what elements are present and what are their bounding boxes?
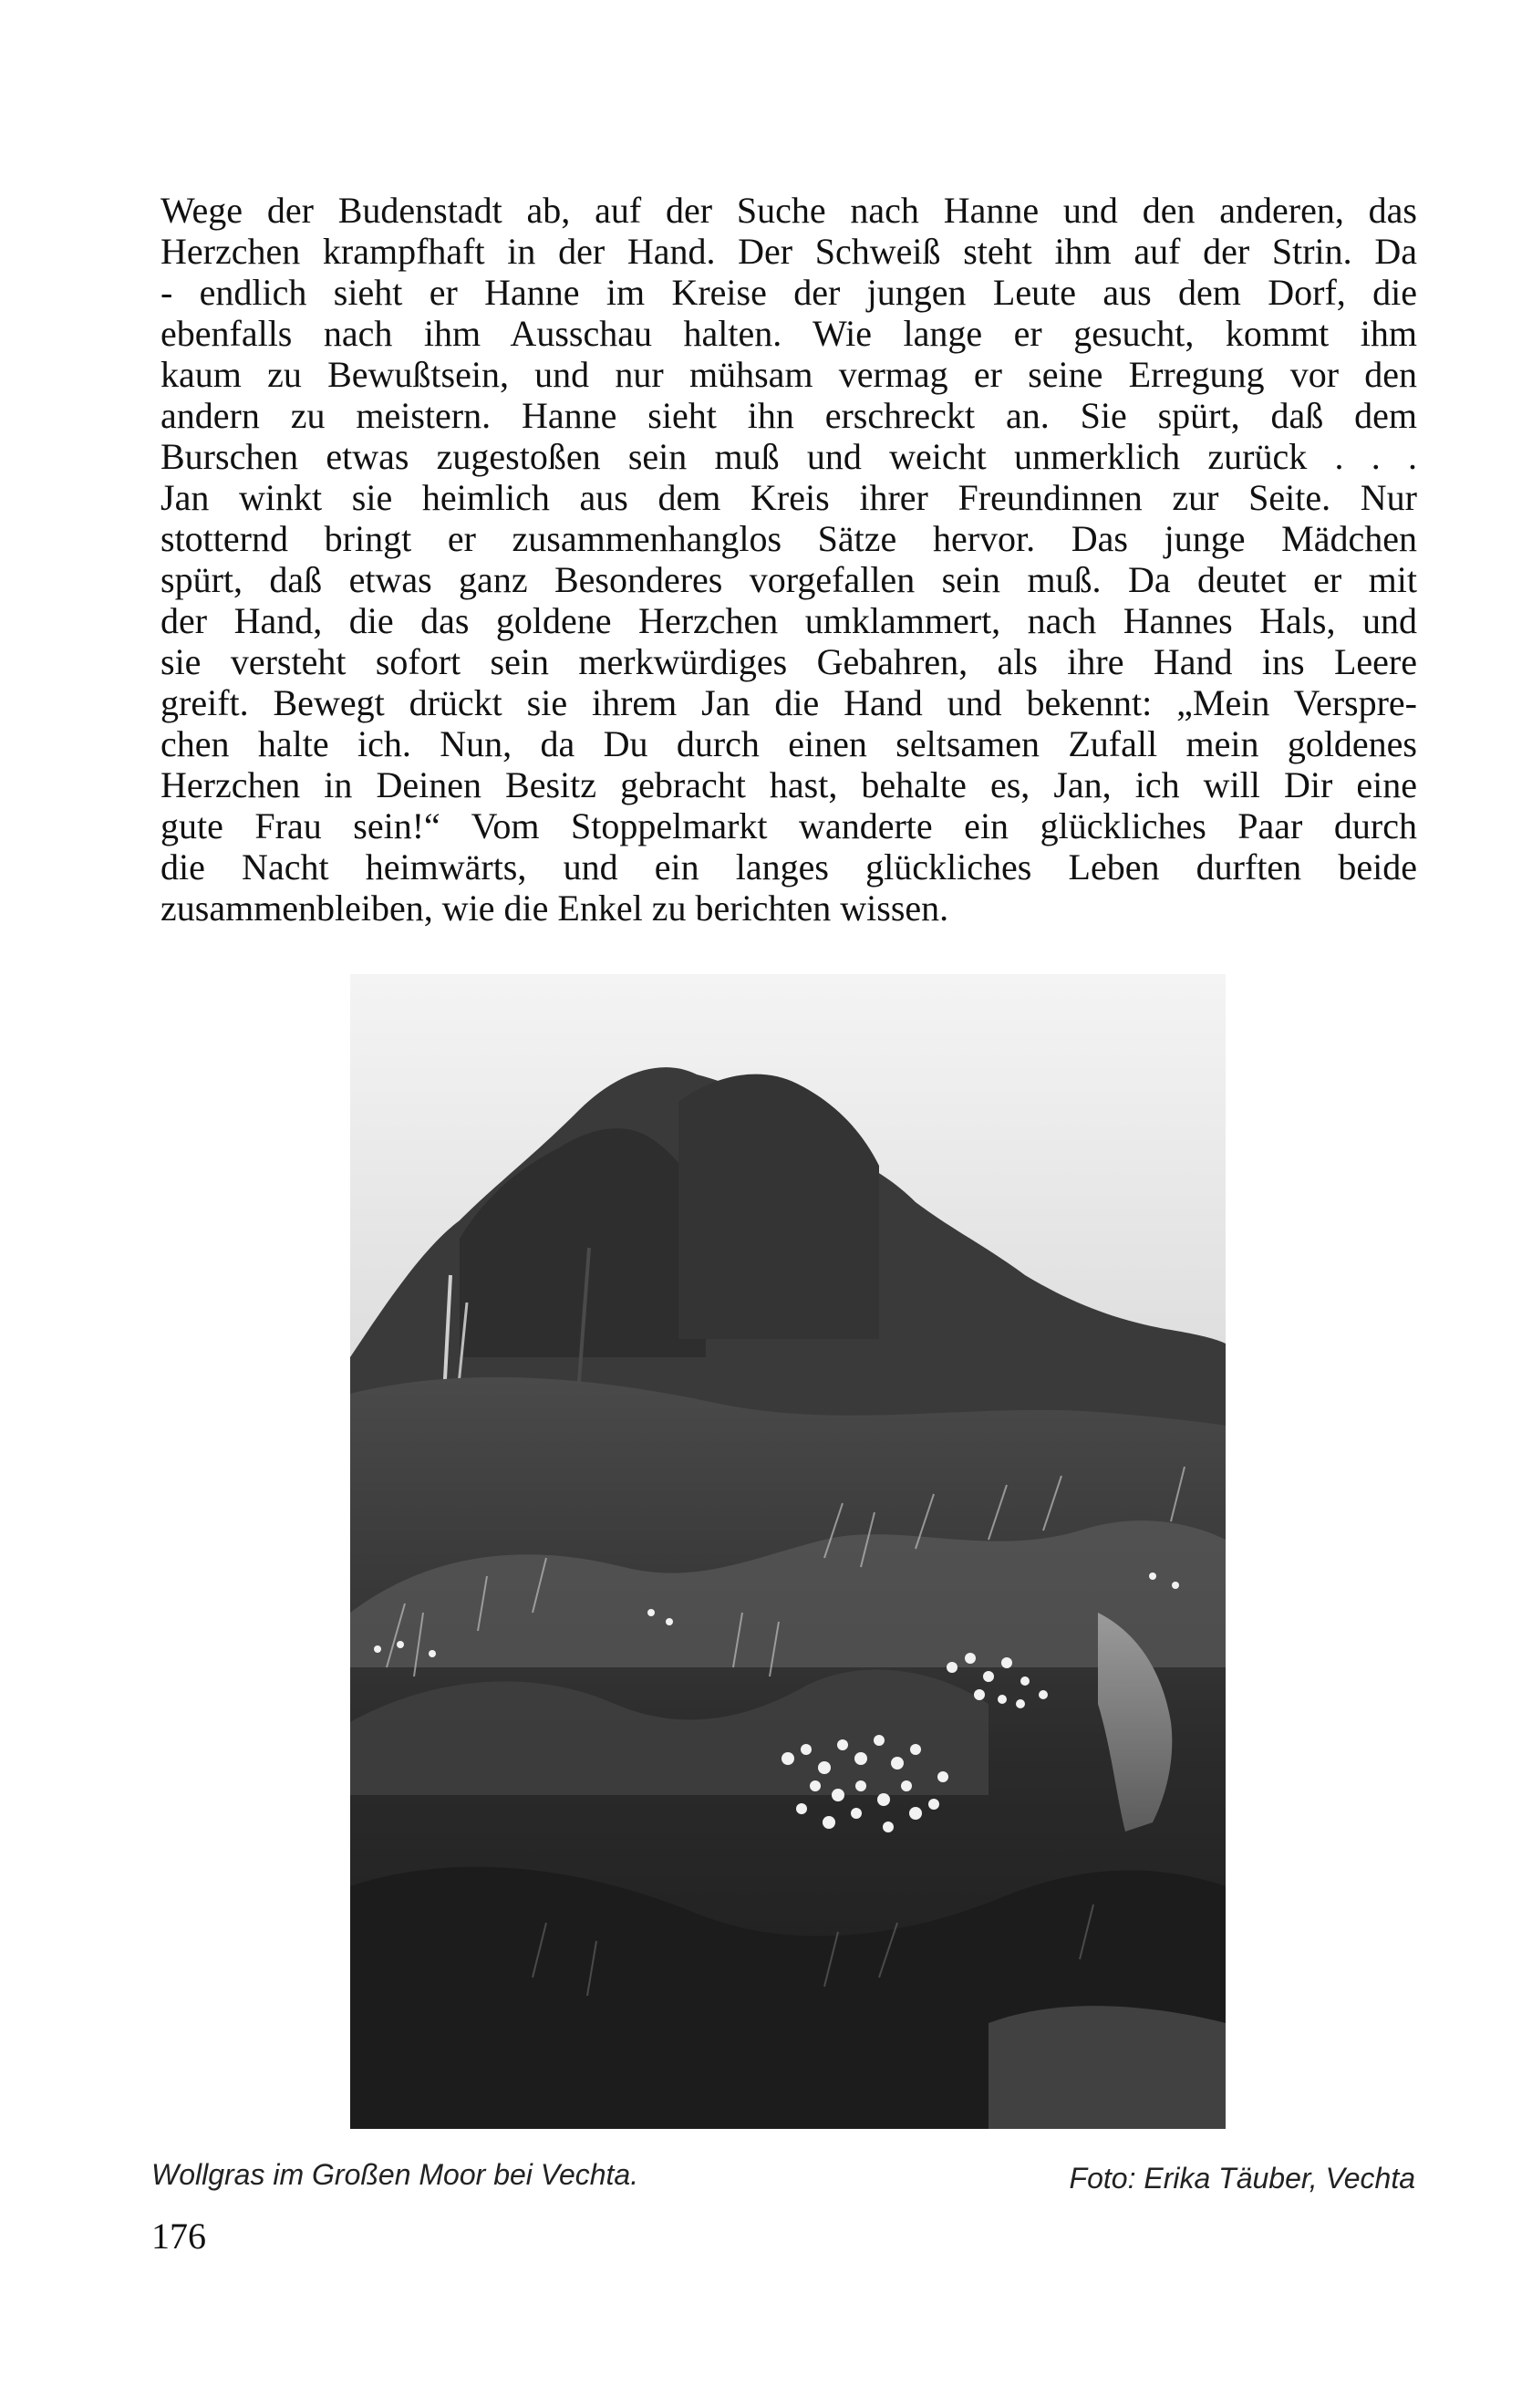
body-line: die Nacht heimwärts, und ein langes glückliches Leben durften beide <box>160 846 1417 887</box>
moor-photo-image <box>350 974 1226 2129</box>
body-line: spürt, daß etwas ganz Besonderes vorgefallen sein muß. Da deutet er mit <box>160 559 1417 600</box>
body-line: Jan winkt sie heimlich aus dem Kreis ihrer Freundinnen zur Seite. Nur <box>160 477 1417 518</box>
photo-caption: Wollgras im Großen Moor bei Vechta. <box>151 2158 639 2191</box>
moor-photo <box>350 974 1226 2129</box>
body-line: sie versteht sofort sein merkwürdiges Gebahren, als ihre Hand ins Leere <box>160 641 1417 682</box>
body-line: stotternd bringt er zusammenhanglos Sätze hervor. Das junge Mädchen <box>160 518 1417 559</box>
body-line: zusammenbleiben, wie die Enkel zu berichten wissen. <box>160 887 949 929</box>
body-line: der Hand, die das goldene Herzchen umklammert, nach Hannes Hals, und <box>160 600 1417 641</box>
body-line: Herzchen krampfhaft in der Hand. Der Schweiß steht ihm auf der Strin. Da <box>160 231 1417 272</box>
body-text <box>160 190 1417 929</box>
page-number: 176 <box>151 2216 206 2257</box>
body-line: Herzchen in Deinen Besitz gebracht hast, behalte es, Jan, ich will Dir eine <box>160 764 1417 805</box>
body-line: Wege der Budenstadt ab, auf der Suche nach Hanne und den anderen, das <box>160 190 1417 231</box>
body-line: kaum zu Bewußtsein, und nur mühsam vermag er seine Erregung vor den <box>160 354 1417 395</box>
body-line: andern zu meistern. Hanne sieht ihn erschreckt an. Sie spürt, daß dem <box>160 395 1417 436</box>
body-line: gute Frau sein!“ Vom Stoppelmarkt wanderte ein glückliches Paar durch <box>160 805 1417 846</box>
body-line: Burschen etwas zugestoßen sein muß und weicht unmerklich zurück . . . <box>160 436 1417 477</box>
photo-credit: Foto: Erika Täuber, Vechta <box>1069 2162 1415 2195</box>
body-line: - endlich sieht er Hanne im Kreise der jungen Leute aus dem Dorf, die <box>160 272 1417 313</box>
body-line: ebenfalls nach ihm Ausschau halten. Wie lange er gesucht, kommt ihm <box>160 313 1417 354</box>
body-line: chen halte ich. Nun, da Du durch einen seltsamen Zufall mein goldenes <box>160 723 1417 764</box>
body-line: greift. Bewegt drückt sie ihrem Jan die Hand und bekennt: „Mein Verspre- <box>160 682 1417 723</box>
